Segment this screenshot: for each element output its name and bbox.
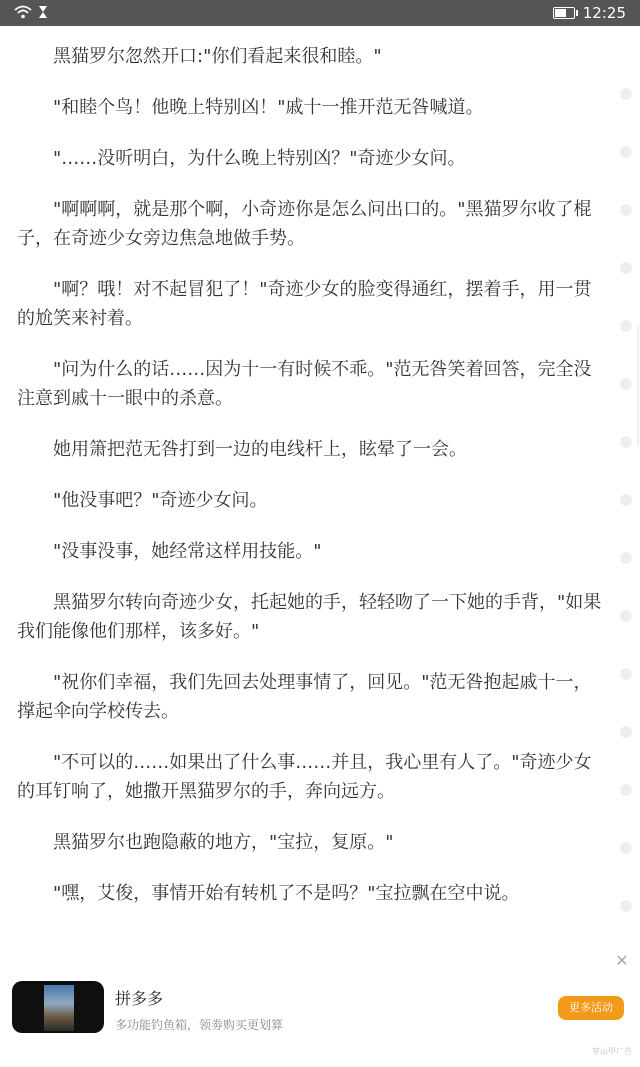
paragraph: 黑猫罗尔转向奇迹少女，托起她的手，轻轻吻了一下她的手背，"如果我们能像他们那样，该多好。" [17, 592, 602, 642]
indicator-dot [620, 146, 632, 158]
indicator-dot [620, 900, 632, 912]
status-right [553, 4, 626, 22]
paragraph: "问为什么的话……因为十一有时候不乖。"范无咎笑着回答，完全没注意到戚十一眼中的杀意。 [17, 359, 592, 409]
scrollbar[interactable] [637, 325, 639, 445]
indicator-dot [620, 378, 632, 390]
wifi-icon [14, 4, 32, 23]
reader-text [17, 42, 607, 930]
battery-level [555, 9, 566, 17]
ad-title[interactable]: 拼多多 [115, 989, 164, 1008]
indicator-dot [620, 842, 632, 854]
paragraph: "啊啊啊，就是那个啊，小奇迹你是怎么问出口的。"黑猫罗尔收了棍子，在奇迹少女旁边焦急地做手势。 [17, 199, 592, 249]
indicator-dot [620, 610, 632, 622]
paragraph: 她用箫把范无咎打到一边的电线杆上，眩晕了一会。 [53, 439, 467, 460]
paragraph: "没事没事，她经常这样用技能。" [53, 541, 322, 562]
paragraph: "他没事吧？"奇迹少女问。 [53, 490, 268, 511]
battery-icon [553, 7, 575, 19]
indicator-dot [620, 436, 632, 448]
ad-thumbnail[interactable] [12, 981, 104, 1033]
paragraph: "祝你们幸福，我们先回去处理事情了，回见。"范无咎抱起戚十一，撑起伞向学校传去。 [17, 672, 592, 722]
indicator-dot [620, 784, 632, 796]
ad-source-tag: 穿山甲广告 [592, 1047, 632, 1056]
indicator-dot [620, 320, 632, 332]
paragraph: 黑猫罗尔忽然开口:"你们看起来很和睦。" [53, 46, 382, 67]
status-bar [0, 0, 640, 26]
indicator-dot [620, 204, 632, 216]
paragraph: "……没听明白，为什么晚上特别凶？"奇迹少女问。 [53, 148, 466, 169]
close-icon[interactable]: ✕ [615, 951, 629, 970]
product-image [44, 985, 74, 1031]
indicator-dot [620, 262, 632, 274]
paragraph: "嘿，艾俊，事情开始有转机了不是吗？"宝拉飘在空中说。 [53, 883, 520, 904]
ad-banner[interactable] [0, 951, 640, 1067]
clock: 12:25 [582, 4, 626, 22]
indicator-dot [620, 552, 632, 564]
indicator-dot [620, 668, 632, 680]
paragraph: 黑猫罗尔也跑隐蔽的地方，"宝拉，复原。" [53, 832, 394, 853]
ad-subtitle: 多功能钓鱼箱，领劵购买更划算 [115, 1018, 284, 1032]
indicator-dot [620, 88, 632, 100]
paragraph: "和睦个鸟！他晚上特别凶！"戚十一推开范无咎喊道。 [53, 97, 484, 118]
page-indicator-dots [620, 88, 632, 912]
more-activities-button[interactable]: 更多活动 [558, 996, 624, 1020]
paragraph: "啊？哦！对不起冒犯了！"奇迹少女的脸变得通红，摆着手，用一贯的尬笑来衬着。 [17, 279, 592, 329]
hourglass-icon [38, 4, 48, 23]
paragraph: "不可以的……如果出了什么事……并且，我心里有人了。"奇迹少女的耳钉响了，她撒开黑猫罗尔的手，奔向远方。 [17, 752, 592, 802]
status-left-icons [14, 4, 48, 22]
indicator-dot [620, 726, 632, 738]
indicator-dot [620, 494, 632, 506]
